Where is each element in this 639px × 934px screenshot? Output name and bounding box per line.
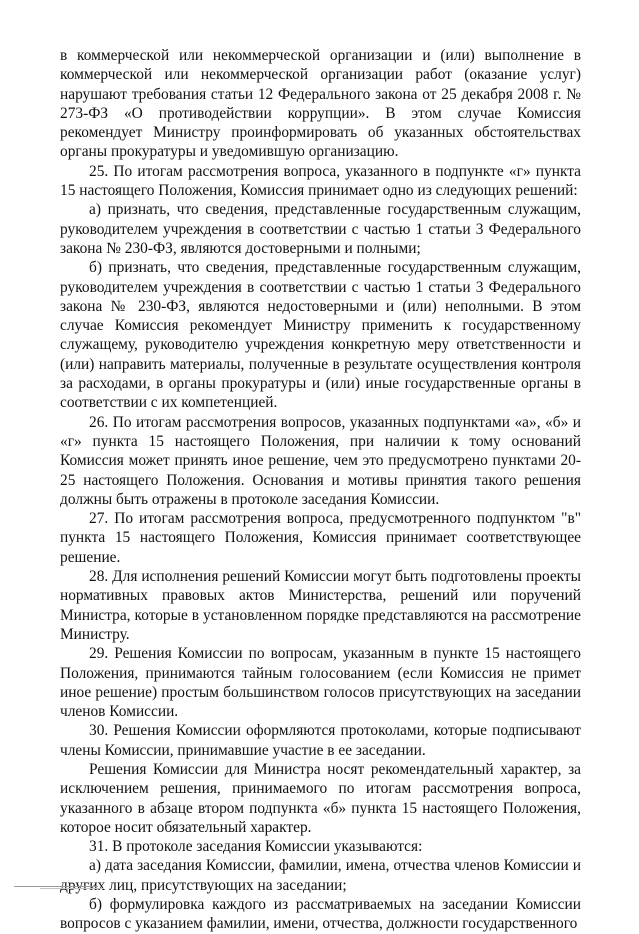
document-body (60, 46, 581, 934)
paragraph-clause-30: 30. Решения Комиссии оформляются протоколами, которые подписывают члены Комиссии, принимавшие участие в ее заседании. (60, 722, 581, 759)
paragraph-clause-30-note: Решения Комиссии для Министра носят рекомендательный характер, за исключением решения, принимаемого по итогам рассмотрения вопроса, указанного в абзаце втором подпункта «б» пункта 15 настоящего Положения, которое носит обязательный характер. (60, 760, 581, 836)
paragraph-clause-31-a: а) дата заседания Комиссии, фамилии, имена, отчества членов Комиссии и других лиц, присутствующих на заседании; (60, 857, 581, 894)
paragraph-clause-25-a: а) признать, что сведения, представленные государственным служащим, руководителем учреждения в соответствии с частью 1 статьи 3 Федерального закона № 230-ФЗ, являются достоверными и полными; (60, 201, 581, 257)
footer-scan-line-secondary (40, 888, 104, 889)
paragraph-clause-25: 25. По итогам рассмотрения вопроса, указанного в подпункте «г» пункта 15 настоящего Положения, Комиссия принимает одно из следующих решений: (60, 162, 581, 200)
paragraph-clause-25-b: б) признать, что сведения, представленные государственным служащим, руководителем учреждения в соответствии с частью 1 статьи 3 Федерального закона № 230-ФЗ, являются недостоверными и (или) неполными. В этом случае Комиссия рекомендует Министру применить к государственному служащему, руководителю учреждения конкретную меру ответственности и (или) направить материалы, полученные в результате осуществления контроля за расходами, в органы прокуратуры и (или) иные государственные органы в соответствии с их компетенцией. (60, 259, 581, 412)
footer-scan-line (14, 886, 98, 887)
paragraph-clause-28: 28. Для исполнения решений Комиссии могут быть подготовлены проекты нормативных правовых актов Министерства, решений или поручений Министра, которые в установленном порядке представляются на рассмотрение Министру. (60, 568, 581, 643)
paragraph-clause-27: 27. По итогам рассмотрения вопроса, предусмотренного подпунктом "в" пункта 15 настоящего Положения, Комиссия принимает соответствующее решение. (60, 510, 581, 566)
paragraph-clause-29: 29. Решения Комиссии по вопросам, указанным в пункте 15 настоящего Положения, принимаются тайным голосованием (если Комиссия не примет иное решение) простым большинством голосов присутствующих на заседании членов Комиссии. (60, 645, 581, 721)
paragraph-clause-31: 31. В протоколе заседания Комиссии указываются: (89, 838, 423, 856)
paragraph-intro-continuation: в коммерческой или некоммерческой организации и (или) выполнение в коммерческой или некоммерческой организации работ (оказание услуг) нарушают требования статьи 12 Федерального закона от 25 декабря 2008 г. № 273-ФЗ «О противодействии коррупции». В этом случае Комиссия рекомендует Министру проинформировать об указанных обстоятельствах органы прокуратуры и уведомившую организацию. (60, 47, 581, 161)
paragraph-clause-31-b: б) формулировка каждого из рассматриваемых на заседании Комиссии вопросов с указанием фамилии, имени, отчества, должности государственного (60, 896, 581, 933)
paragraph-clause-26: 26. По итогам рассмотрения вопросов, указанных подпунктами «а», «б» и «г» пункта 15 настоящего Положения, при наличии к тому оснований Комиссия может принять иное решение, чем это предусмотрено пунктами 20-25 настоящего Положения. Основания и мотивы принятия такого решения должны быть отражены в протоколе заседания Комиссии. (60, 413, 581, 508)
